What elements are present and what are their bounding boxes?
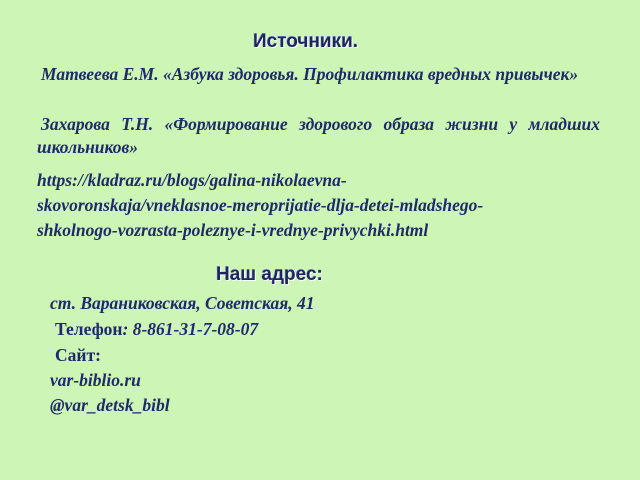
site-label: Сайт: [55,345,101,365]
sources-heading: Источники. [253,31,359,52]
source-item-2: Захарова Т.Н. «Формирование здорового образа жизни у младших школьников» [37,114,600,157]
phone-label: Телефон [55,319,123,339]
social-handle[interactable]: @var_detsk_bibl [50,395,170,415]
source-url-line-1[interactable]: https://kladraz.ru/blogs/galina-nikolaevna- [37,170,347,190]
source-item-1: Матвеева Е.М. «Азбука здоровья. Профилактика вредных привычек» [41,64,579,84]
site-link[interactable]: var-biblio.ru [50,370,141,390]
source-url[interactable] [37,168,617,243]
source-url-line-2[interactable]: skovoronskaja/vneklasnoe-meroprijatie-dlja-detei-mladshego- [37,195,484,215]
source-url-line-3[interactable]: shkolnogo-vozrasta-poleznye-i-vrednye-privychki.html [37,220,429,240]
address-heading: Наш адрес: [216,264,323,285]
address-street: ст. Вараниковская, Советская, 41 [50,293,315,313]
phone-line [55,319,258,340]
phone-value[interactable]: : 8-861-31-7-08-07 [122,319,259,339]
